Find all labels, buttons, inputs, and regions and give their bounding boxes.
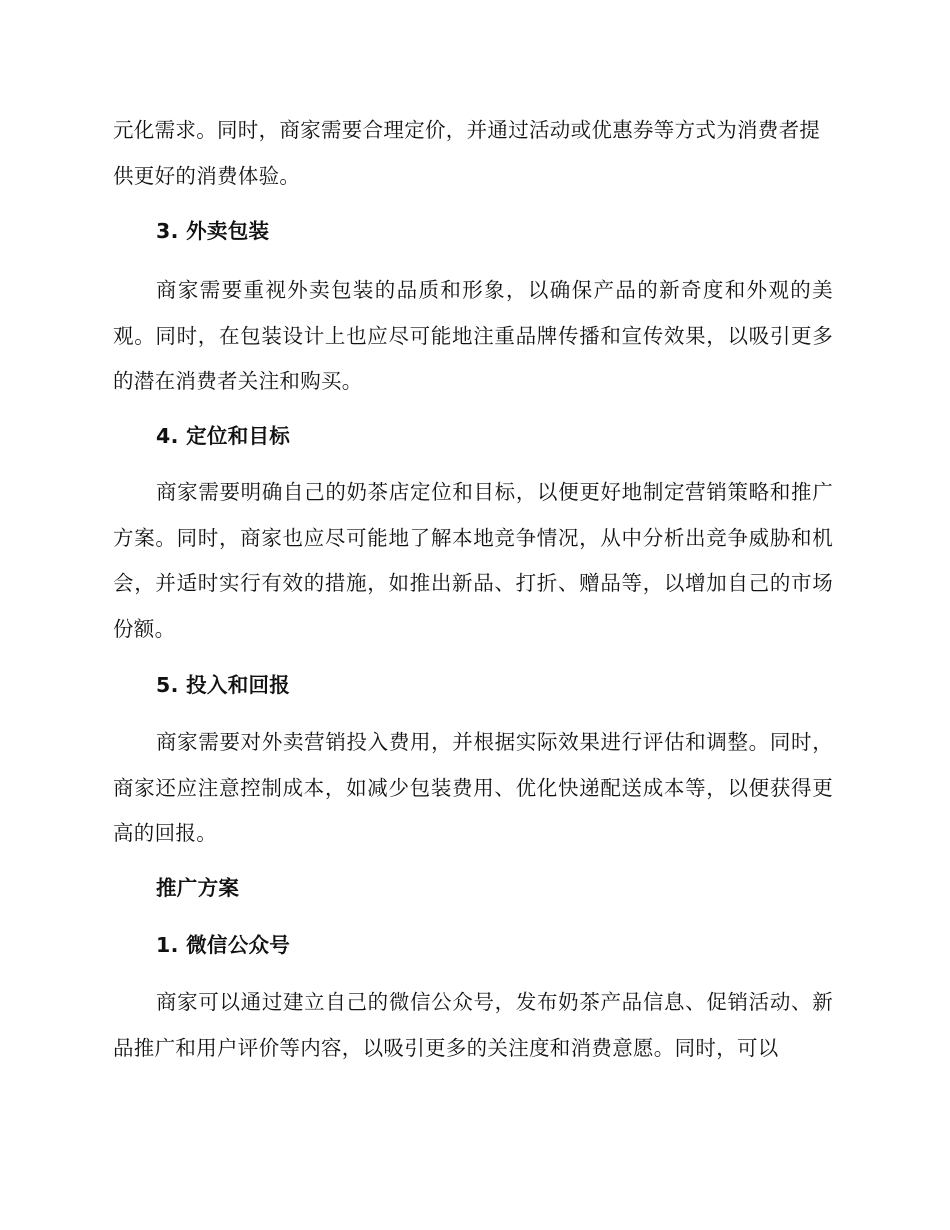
section-heading-promotion-plan: 推广方案 — [156, 876, 240, 900]
paragraph-positioning: 商家需要明确自己的奶茶店定位和目标，以便更好地制定营销策略和推广方案。同时，商家也应尽可能地了解本地竞争情况，从中分析出竞争威胁和机会，并适时实行有效的措施，如推出新品、打折、赠品等，以增加自己的市场份额。 — [113, 480, 833, 641]
section-heading-investment: 5. 投入和回报 — [156, 673, 291, 697]
paragraph-packaging: 商家需要重视外卖包装的品质和形象，以确保产品的新奇度和外观的美观。同时，在包装设计上也应尽可能地注重品牌传播和宣传效果，以吸引更多的潜在消费者关注和购买。 — [113, 278, 833, 393]
section-heading-positioning: 4. 定位和目标 — [156, 424, 291, 448]
paragraph-investment: 商家需要对外卖营销投入费用，并根据实际效果进行评估和调整。同时，商家还应注意控制成本，如减少包装费用、优化快递配送成本等，以便获得更高的回报。 — [113, 730, 833, 845]
section-heading-wechat: 1. 微信公众号 — [156, 933, 291, 957]
section-heading-packaging: 3. 外卖包装 — [156, 219, 270, 243]
paragraph-wechat: 商家可以通过建立自己的微信公众号，发布奶茶产品信息、促销活动、新品推广和用户评价等内容，以吸引更多的关注度和消费意愿。同时，可以 — [113, 990, 833, 1060]
paragraph-continuation: 元化需求。同时，商家需要合理定价，并通过活动或优惠券等方式为消费者提供更好的消费体验。 — [113, 118, 821, 188]
